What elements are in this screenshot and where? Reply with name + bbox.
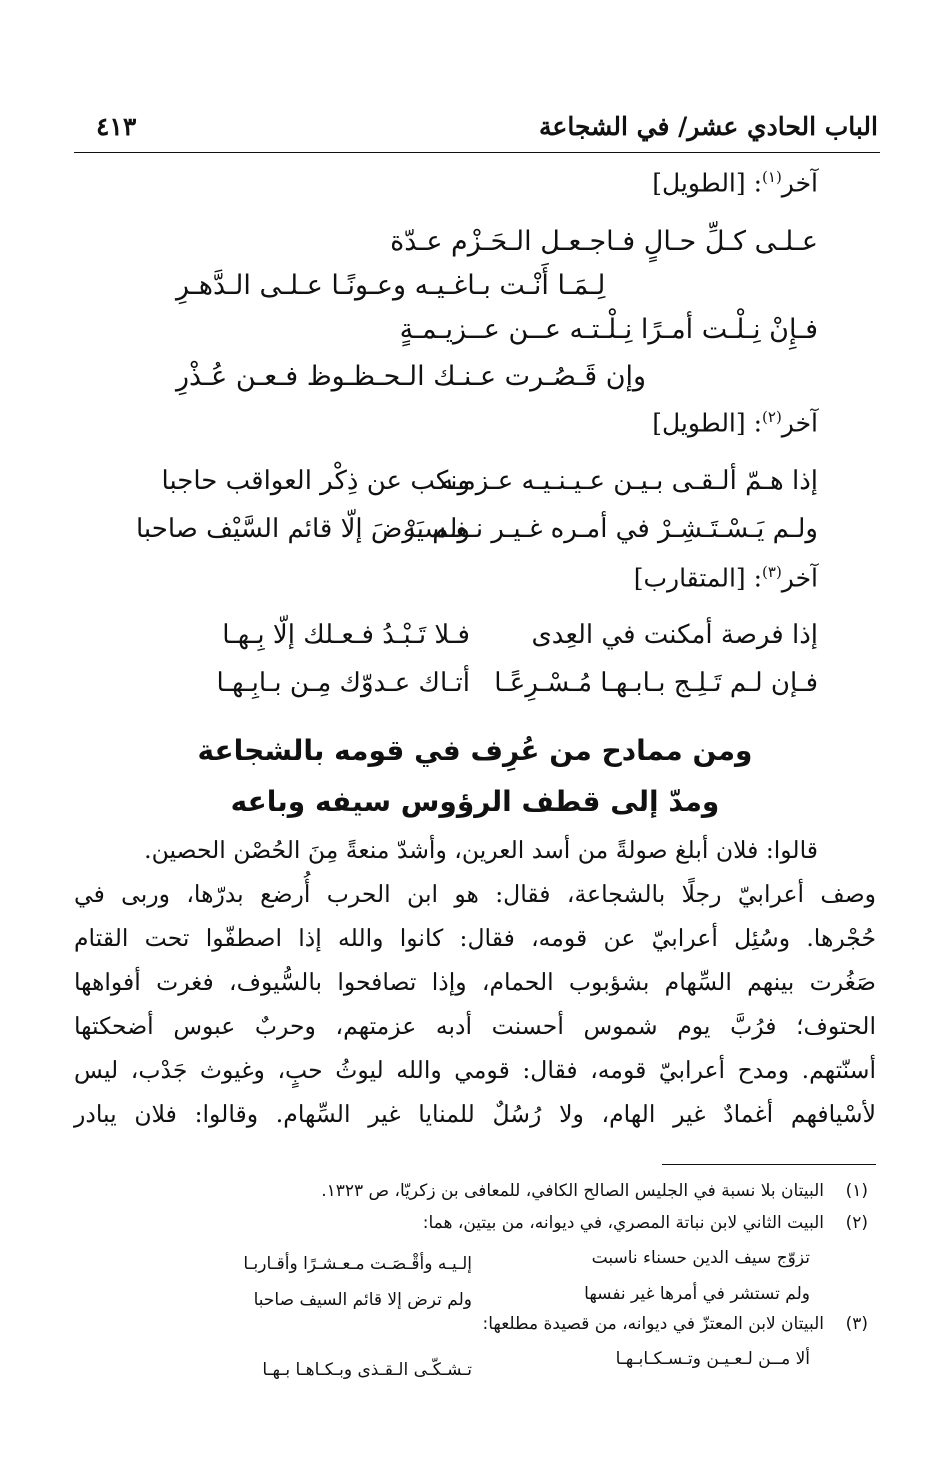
poem2-verse-1-second-hemistich: ونكب عن ذِكْر العواقب حاجبا bbox=[161, 466, 470, 496]
footnote-rule bbox=[662, 1164, 876, 1165]
footnote-2-number: (٢) bbox=[845, 1213, 868, 1233]
poem1-line-3: فـإِنْ نِـلْـت أمـرًا نِـلْـتـه عــن عــزيـمـةٍ bbox=[399, 314, 818, 345]
poem1-line-4: وإن قَـصُـرت عـنـك الـحـظـوظ فـعـن عُـذْرِ bbox=[176, 361, 647, 392]
poem3-verse-1 bbox=[0, 620, 950, 664]
poem1-line-1: عـلـى كـلِّ حـالٍ فـاجـعـل الـحَـزْم عـدّة bbox=[390, 226, 818, 257]
poem2-verse-2-first-hemistich: ولـم يَـسْـتَـشِـرْ في أمـره غـيـر نـفـسـه bbox=[402, 514, 818, 544]
poem2-verse-1-first-hemistich: إذا هـمّ ألـقـى بـيـن عـيـنـيـه عـزمـه bbox=[440, 466, 818, 496]
footnote-2-verse-2-second: ولم ترض إلا قائم السيف صاحبا bbox=[253, 1290, 472, 1310]
poem3-verse-2-first-hemistich: فـإن لـم تَـلِـج بـابـهـا مُـسْـرِعًـا bbox=[494, 668, 818, 698]
poem2-verse-1 bbox=[0, 466, 950, 510]
prose-line-5: الحتوف؛ فرُبَّ يوم شموس أحسنت أدبه عزمتهم، وحربٌ عبوس أضحكتها bbox=[74, 1012, 876, 1040]
footnote-3-verse-1-first: ألا مــن لـعـيـن وتـسـكـابـهـا bbox=[615, 1349, 810, 1369]
footnote-2-verse-1-second: إلـيـه وأقْـصَـت مـعـشـرًا وأقـاربـا bbox=[243, 1254, 472, 1274]
poem2-intro bbox=[652, 408, 818, 437]
prose-line-6: أسنّتهم. ومدح أعرابيّ قومه، فقال: قومي والله ليوثُ حبٍ، وغيوث جَدْب، ليس bbox=[74, 1056, 876, 1084]
footnote-3-number: (٣) bbox=[845, 1314, 868, 1334]
footnote-3-text: البيتان لابن المعتزّ في ديوانه، من قصيدة مطلعها: bbox=[482, 1314, 824, 1334]
poem2-intro-word: آخر bbox=[781, 408, 818, 438]
poem1-meter: : [الطويل] bbox=[652, 168, 763, 198]
page-number: ٤١٣ bbox=[96, 112, 137, 141]
header-rule bbox=[74, 152, 880, 153]
poem2-verse-2-second-hemistich: ولم يَرْضَ إلّا قائم السَّيْف صاحبا bbox=[135, 514, 470, 544]
prose-line-7: لأسْيافهم أغمادٌ غير الهام، ولا رُسُلٌ للمنايا غير السِّهام. وقالوا: فلان يبادر bbox=[74, 1100, 876, 1128]
footnote-1-text: البيتان بلا نسبة في الجليس الصالح الكافي، للمعافى بن زكريّا، ص ١٣٢٣. bbox=[321, 1181, 824, 1201]
poem3-meter: : [المتقارب] bbox=[633, 563, 763, 593]
poem2-footnote-ref: (٢) bbox=[762, 408, 782, 426]
footnote-2-text: البيت الثاني لابن نباتة المصري، في ديوانه، من بيتين، هما: bbox=[422, 1213, 824, 1233]
poem3-intro-word: آخر bbox=[781, 563, 818, 593]
poem3-verse-2-second-hemistich: أتـاك عـدوّك مِـن بـابِـهـا bbox=[216, 668, 470, 698]
poem1-intro-word: آخر bbox=[781, 168, 818, 198]
prose-line-1: قالوا: فلان أبلغ صولةً من أسد العرين، وأشدّ منعةً مِنَ الحُصْن الحصين. bbox=[144, 836, 818, 864]
footnote-1-number: (١) bbox=[845, 1181, 868, 1201]
poem1-line-2: لِـمَـا أَنْـت بـاغـيـه وعـونًـا عـلـى الـدَّهـرِ bbox=[176, 270, 606, 301]
footnote-3-verse-1-second: تـشـكّـى الـقـذى وبـكـاهـا بـهـا bbox=[262, 1360, 472, 1380]
poem3-intro bbox=[634, 563, 818, 592]
poem1-footnote-ref: (١) bbox=[762, 168, 782, 186]
footnote-2-verse-2-first: ولم تستشر في أمرها غير نفسها bbox=[584, 1284, 810, 1304]
poem2-meter: : [الطويل] bbox=[652, 408, 763, 438]
prose-line-3: حُجْرها. وسُئِل أعرابيّ عن قومه، فقال: كانوا والله إذا اصطفّوا تحت القتام bbox=[74, 924, 876, 952]
poem2-verse-2 bbox=[0, 514, 950, 558]
section-heading-line-1: ومن ممادح من عُرِف في قومه بالشجاعة bbox=[197, 734, 753, 767]
footnote-2-verse-1-first: تزوّج سيف الدين حسناء ناسبت bbox=[591, 1248, 810, 1268]
poem1-intro bbox=[652, 168, 818, 197]
running-header-title: الباب الحادي عشر/ في الشجاعة bbox=[539, 112, 878, 141]
poem3-verse-1-first-hemistich: إذا فرصة أمكنت في العِدى bbox=[531, 620, 818, 650]
poem3-verse-1-second-hemistich: فـلا تَـبْـدُ فـعـلك إلّا بِـهـا bbox=[222, 620, 470, 650]
poem3-footnote-ref: (٣) bbox=[762, 563, 782, 581]
prose-line-4: صَغُرت بينهم السِّهام بشؤبوب الحمام، وإذا تصافحوا بالسُّيوف، فغرت أفواهها bbox=[74, 968, 876, 996]
section-heading-line-2: ومدّ إلى قطف الرؤوس سيفه وباعه bbox=[230, 785, 720, 818]
prose-line-2: وصف أعرابيّ رجلًا بالشجاعة، فقال: هو ابن الحرب أُرضع بدرّها، وربى في bbox=[74, 880, 876, 908]
poem3-verse-2 bbox=[0, 668, 950, 712]
